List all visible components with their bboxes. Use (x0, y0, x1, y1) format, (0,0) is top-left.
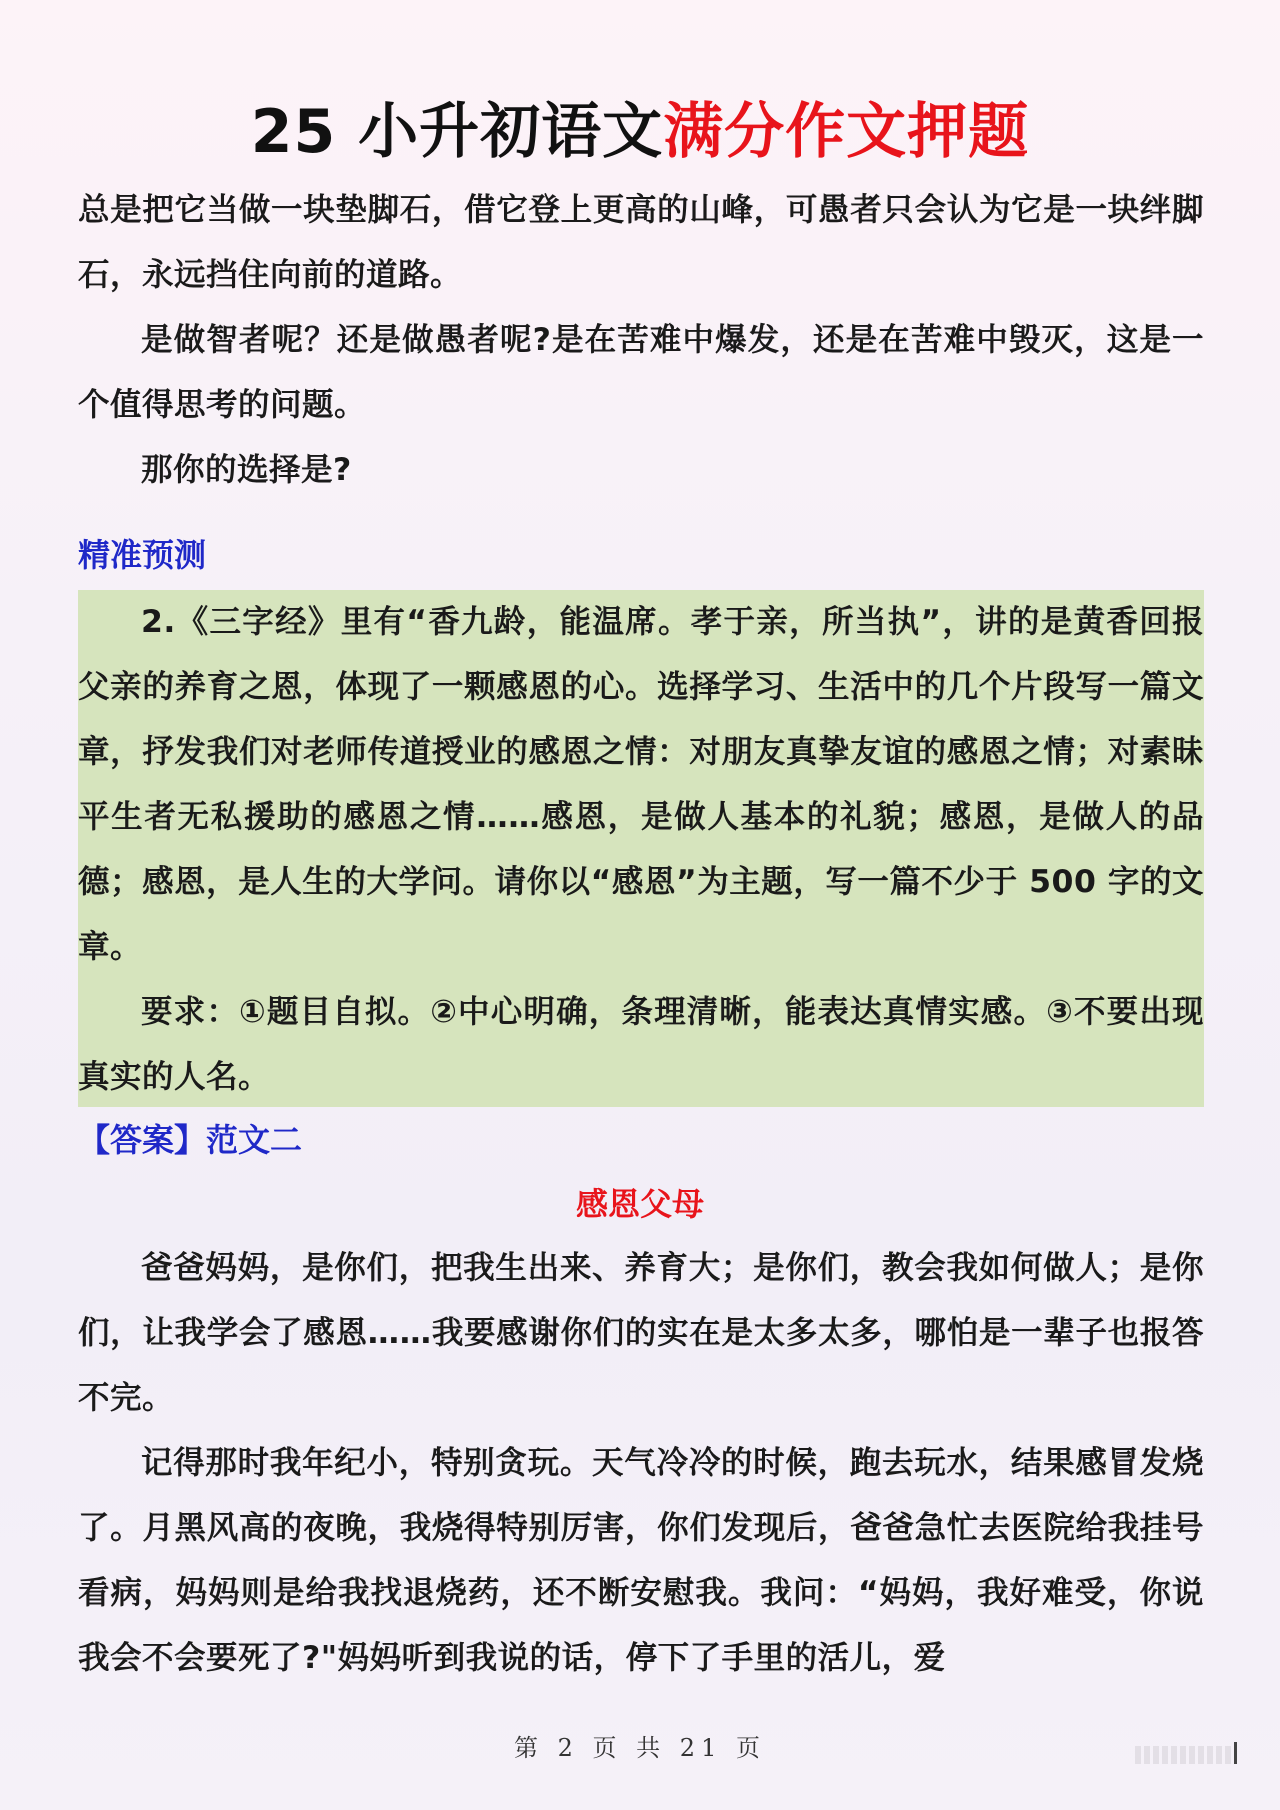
answer-heading: 【答案】范文二 (78, 1121, 303, 1159)
title-part-black: 25 小升初语文 (250, 97, 664, 167)
prediction-section (78, 590, 1204, 1110)
title-part-red: 满分作文押题 (663, 97, 1030, 167)
intro-paragraph-1: 总是把它当做一块垫脚石，借它登上更高的山峰，可愚者只会认为它是一块绊脚石，永远挡住向前的道路。 (78, 192, 1204, 293)
prediction-paragraph-1: 2.《三字经》里有“香九龄，能温席。孝于亲，所当执”，讲的是黄香回报父亲的养育之恩，体现了一颗感恩的心。选择学习、生活中的几个片段写一篇文章，抒发我们对老师传道授业的感恩之情：对朋友真挚友谊的感恩之情；对素昧平生者无私援助的感恩之情……感恩，是做人基本的礼貌；感恩，是做人的品德；感恩，是人生的大学问。请你以“感恩”为主题，写一篇不少于 500 字的文章。 (78, 604, 1204, 965)
prediction-paragraph-2: 要求：①题目自拟。②中心明确，条理清晰，能表达真情实感。③不要出现真实的人名。 (78, 994, 1204, 1095)
page-number: 第 2 页 共 21 页 (514, 1734, 766, 1762)
intro-paragraph-3: 那你的选择是? (141, 452, 352, 488)
essay-paragraph-1: 爸爸妈妈，是你们，把我生出来、养育大；是你们，教会我如何做人；是你们，让我学会了感恩……我要感谢你们的实在是太多太多，哪怕是一辈子也报答不完。 (78, 1250, 1204, 1416)
intro-paragraph-2: 是做智者呢？还是做愚者呢?是在苦难中爆发，还是在苦难中毁灭，这是一个值得思考的问题。 (78, 322, 1204, 423)
page-title (0, 92, 1280, 172)
essay-paragraph-2: 记得那时我年纪小，特别贪玩。天气冷冷的时候，跑去玩水，结果感冒发烧了。月黑风高的夜晚，我烧得特别厉害，你们发现后，爸爸急忙去医院给我挂号看病，妈妈则是给我找退烧药，还不断安慰我。我问：“妈妈，我好难受，你说我会不会要死了?"妈妈听到我说的话，停下了手里的活儿，爱 (78, 1445, 1204, 1676)
intro-section (78, 178, 1204, 503)
prediction-heading: 精准预测 (78, 536, 207, 574)
essay-section (78, 1236, 1204, 1691)
essay-title: 感恩父母 (575, 1185, 704, 1223)
scroll-indicator (1135, 1742, 1245, 1764)
